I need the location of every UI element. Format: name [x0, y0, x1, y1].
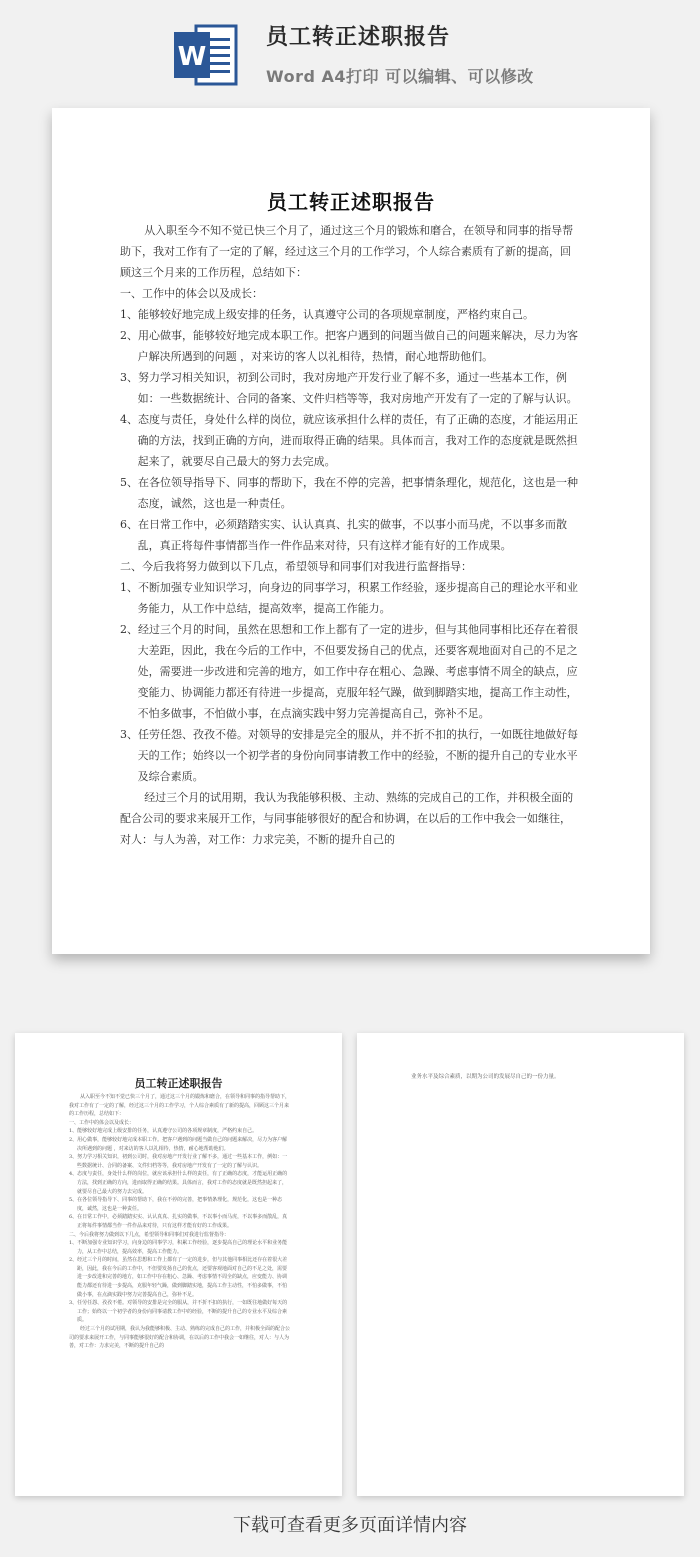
thumbnail-title: 员工转正述职报告	[134, 1077, 223, 1090]
thumbnail-paragraph: 经过三个月的试用期，我认为我能够积极、主动、熟练的完成自己的工作，并积极全面的配合公司的要求来展开工作，与同事能够很好的配合和协调，在以后的工作中我会一如继往，对人：与人为善，对工作：力求完美，不断的提升自己的	[69, 1326, 291, 1350]
list-item: 2、用心做事，能够较好地完成本职工作。把客户遇到的问题当做自己的问题来解决，尽力为客户解决所遇到的问题 ，对来访的客人以礼相待，热情，耐心地帮助他们。	[120, 329, 578, 363]
list-item: 1、不断加强专业知识学习，向身边的同事学习，积累工作经验，逐步提高自己的理论水平和业务能力，从工作中总结，提高效率，提高工作能力。	[120, 581, 578, 615]
page-thumbnail-2[interactable]	[357, 1033, 684, 1496]
thumbnail-paragraph: 5、在各位领导指导下、同事的帮助下，我在不停的完善，把事情条理化，规范化，这也是一种态度，诚然，这也是一种责任。	[69, 1197, 283, 1212]
thumbnail-paragraph: 3、努力学习相关知识，初到公司时，我对房地产开发行业了解不多，通过一些基本工作，例如：一些数据统计、合同的备案、文件归档等等，我对房地产开发有了一定的了解与认识。	[69, 1154, 288, 1169]
list-item: 2、经过三个月的时间，虽然在思想和工作上都有了一定的进步，但与其他同事相比还存在着很大差距，因此，我在今后的工作中，不但要发扬自己的优点，还要客观地面对自己的不足之处，需要进一步改进和完善的地方，如工作中存在粗心、急躁、考虑事情不周全的缺点，应变能力、协调能力都还有待进一步提高，克服年轻气躁，做到脚踏实地，提高工作主动性，不怕多做事，不怕做小事，在点滴实践中努力完善提高自己，弥补不足。	[120, 623, 578, 720]
thumbnail-paragraph: 1、不断加强专业知识学习，向身边的同事学习，积累工作经验，逐步提高自己的理论水平和业务能力，从工作中总结，提高效率，提高工作能力。	[69, 1240, 288, 1255]
page-thumbnail-1[interactable]	[15, 1033, 342, 1496]
thumbnail-paragraph: 2、用心做事，能够较好地完成本职工作。把客户遇到的问题当做自己的问题来解决，尽力为客户解决所遇到的问题 ，对来访的客人以礼相待，热情，耐心地帮助他们。	[69, 1136, 288, 1152]
section-heading-2: 二、今后我将努力做到以下几点，希望领导和同事们对我进行监督指导：	[120, 560, 472, 573]
thumbnail-paragraph: 6、在日常工作中，必须踏踏实实、认认真真、扎实的做事，不以事小而马虎，不以事多而散乱，真正将每件事情都当作一件作品来对待，只有这样才能有好的工作成果。	[69, 1214, 288, 1229]
thumbnail-paragraph: 二、今后我将努力做到以下几点，希望领导和同事们对我进行监督指导：	[69, 1231, 230, 1238]
document-body	[120, 220, 580, 850]
document-page-preview	[52, 108, 650, 954]
header-bar	[0, 0, 700, 100]
section-heading-1: 一、工作中的体会以及成长：	[120, 287, 263, 300]
thumbnail-paragraph: 4、态度与责任，身处什么样的岗位，就应该承担什么样的责任，有了正确的态度，才能运用正确的方法，找到正确的方向，进而取得正确的结果。具体而言，我对工作的态度就是既然担起来了，就要尽自己最大的努力去完成。	[69, 1171, 288, 1195]
thumbnail-paragraph: 1、能够较好地完成上级安排的任务，认真遵守公司的各项规章制度，严格约束自己。	[69, 1128, 258, 1135]
list-item: 5、在各位领导指导下、同事的帮助下，我在不停的完善，把事情条理化，规范化，这也是一种态度，诚然，这也是一种责任。	[120, 476, 578, 510]
header-subtitle: Word A4打印 可以编辑、可以修改	[266, 67, 534, 86]
svg-text:W: W	[177, 42, 207, 72]
thumbnail-continuation-text: 业务水平及综合素质，以期为公司的发展尽自己的一份力量。	[411, 1074, 560, 1080]
word-document-icon	[174, 22, 240, 88]
thumbnail-paragraph: 从入职至今不知不觉已快三个月了，通过这三个月的锻炼和磨合，在领导和同事的指导帮助下，我对工作有了一定的了解，经过这三个月的工作学习，个人综合素质有了新的提高，回顾这三个月来的工作历程，总结如下：	[69, 1094, 291, 1118]
paragraph-conclusion: 经过三个月的试用期，我认为我能够积极、主动、熟练的完成自己的工作，并积极全面的配合公司的要求来展开工作，与同事能够很好的配合和协调，在以后的工作中我会一如继往，对人：与人为善，对工作：力求完美，不断的提升自己的	[120, 791, 574, 846]
list-item: 3、努力学习相关知识，初到公司时，我对房地产开发行业了解不多，通过一些基本工作，例如：一些数据统计、合同的备案、文件归档等等，我对房地产开发有了一定的了解与认识。	[120, 371, 578, 405]
header-title: 员工转正述职报告	[266, 25, 451, 50]
thumbnail-paragraph: 3、任劳任怨、孜孜不倦。对领导的安排是完全的服从，并不折不扣的执行，一如既往地做好每天的工作；始终以一个初学者的身份向同事请教工作中的经验，不断的提升自己的专业水平及综合素质。	[69, 1300, 288, 1324]
document-title: 员工转正述职报告	[267, 190, 435, 214]
download-more-text[interactable]: 下载可查看更多页面详情内容	[233, 1515, 467, 1536]
list-item: 4、态度与责任，身处什么样的岗位，就应该承担什么样的责任，有了正确的态度，才能运用正确的方法，找到正确的方向，进而取得正确的结果。具体而言，我对工作的态度就是既然担起来了，就要尽自己最大的努力去完成。	[120, 413, 578, 468]
thumbnail-body	[69, 1093, 291, 1351]
thumbnail-paragraph: 一、工作中的体会以及成长：	[69, 1119, 135, 1126]
paragraph-intro: 从入职至今不知不觉已快三个月了，通过这三个月的锻炼和磨合，在领导和同事的指导帮助下，我对工作有了一定的了解，经过这三个月的工作学习，个人综合素质有了新的提高，回顾这三个月来的工作历程，总结如下：	[120, 224, 574, 279]
list-item: 6、在日常工作中，必须踏踏实实、认认真真、扎实的做事，不以事小而马虎，不以事多而散乱，真正将每件事情都当作一件作品来对待，只有这样才能有好的工作成果。	[120, 518, 567, 552]
list-item: 3、任劳任怨、孜孜不倦。对领导的安排是完全的服从，并不折不扣的执行，一如既往地做好每天的工作；始终以一个初学者的身份向同事请教工作中的经验，不断的提升自己的专业水平及综合素质。	[120, 728, 578, 783]
list-item: 1、能够较好地完成上级安排的任务，认真遵守公司的各项规章制度，严格约束自己。	[120, 308, 534, 321]
thumbnail-paragraph: 2、经过三个月的时间，虽然在思想和工作上都有了一定的进步，但与其他同事相比还存在着很大差距，因此，我在今后的工作中，不但要发扬自己的优点，还要客观地面对自己的不足之处，需要进一步改进和完善的地方，如工作中存在粗心、急躁、考虑事情不周全的缺点，应变能力、协调能力都还有待进一步提高，克服年轻气躁，做到脚踏实地，提高工作主动性，不怕多做事，不怕做小事，在点滴实践中努力完善提高自己，弥补不足。	[69, 1257, 288, 1298]
